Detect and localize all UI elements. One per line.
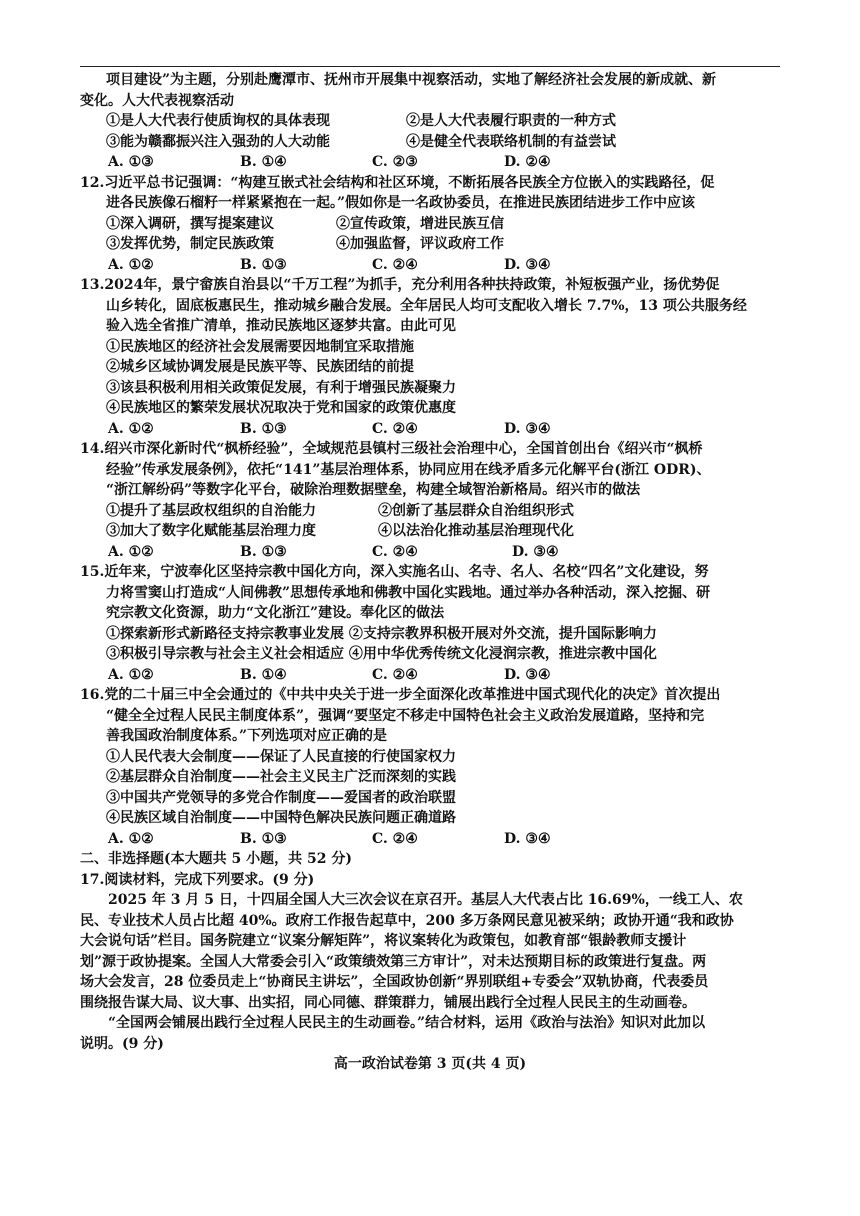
q16-statement-3: ③中国共产党领导的多党合作制度——爱国者的政治联盟 — [106, 789, 456, 806]
q14-option-d: D. ③④ — [512, 543, 559, 560]
page-footer: 高一政治试卷第 3 页(共 4 页) — [333, 1056, 527, 1072]
q11-option-b: B. ①④ — [240, 154, 287, 170]
section-2-heading: 二、非选择题(本大题共 5 小题，共 52 分) — [80, 851, 352, 867]
q11-statements-row-1 — [80, 111, 780, 132]
q12-option-b: B. ①③ — [240, 256, 287, 273]
q11-statement-3: ③能为赣鄱振兴注入强劲的人大动能 — [106, 133, 330, 150]
q17-material-line-2: 民、专业技术人员占比超 40%。政府工作报告起草中，200 多万条网民意见被采纳；政协开通“我和政协 — [80, 912, 734, 929]
q12-statement-4: ④加强监督，评议政府工作 — [336, 236, 504, 252]
q11-statement-4: ④是健全代表联络机制的有益尝试 — [406, 133, 616, 150]
q17-stem: 17.阅读材料，完成下列要求。(9 分) — [80, 871, 315, 888]
q11-statements-row-2 — [80, 132, 780, 153]
q16-option-c: C. ②④ — [372, 830, 418, 847]
q11-stem-line-2: 变化。人大代表视察活动 — [80, 92, 234, 109]
q16-stem-line-1: 16.党的二十届三中全会通过的《中共中央关于进一步全面深化改革推进中国式现代化的决定》首次提出 — [80, 687, 721, 703]
q16-option-a: A. ①② — [108, 830, 154, 847]
q11-option-c: C. ②③ — [372, 154, 418, 170]
q13-statement-3: ③该县积极利用相关政策促发展，有利于增强民族凝聚力 — [106, 379, 456, 396]
q14-stem-line-3: “浙江解纷码”等数字化平台，破除治理数据壁垒，构建全域智治新格局。绍兴市的做法 — [106, 482, 641, 498]
q14-option-c: C. ②④ — [372, 543, 418, 560]
q15-stem-line-3: 究宗教文化资源，助力“文化浙江”建设。奉化区的做法 — [106, 605, 445, 621]
q17-material-line-4: 划”源于政协提案。全国人大常委会引入“政策绩效第三方审计”，对未达预期目标的政策进行复盘。两 — [80, 953, 707, 970]
page-content — [80, 70, 780, 1054]
q15-statements-row-1: ①探索新形式新路径支持宗教事业发展 ②支持宗教界积极开展对外交流，提升国际影响力 — [106, 625, 657, 642]
q17-material-line-5: 场大会发言，28 位委员走上“协商民主讲坛”，全国政协创新“界别联组+专委会”双轨协商，代表委员 — [80, 974, 709, 990]
q16-options — [80, 829, 780, 850]
q13-statement-1: ①民族地区的经济社会发展需要因地制宜采取措施 — [106, 338, 414, 355]
q12-option-a: A. ①② — [108, 256, 154, 273]
q14-option-a: A. ①② — [108, 543, 154, 560]
q15-option-c: C. ②④ — [372, 666, 418, 683]
q14-statement-3: ③加大了数字化赋能基层治理力度 — [106, 523, 316, 539]
q17-question-line-2: 说明。(9 分) — [80, 1035, 164, 1052]
q17-material-line-3: 大会说句话”栏目。国务院建立“议案分解矩阵”，将议案转化为政策包，如教育部“银龄教师支援计 — [80, 933, 687, 949]
q13-options — [80, 419, 780, 440]
q14-statement-2: ②创新了基层群众自治组织形式 — [378, 502, 574, 519]
q16-statement-4: ④民族区域自治制度——中国特色解决民族问题正确道路 — [106, 810, 456, 826]
q17-material-line-1: 2025 年 3 月 5 日，十四届全国人大三次会议在京召开。基层人大代表占比 16.69%，一线工人、农 — [108, 892, 743, 908]
q13-option-c: C. ②④ — [372, 420, 418, 437]
q14-statement-4: ④以法治化推动基层治理现代化 — [378, 523, 574, 539]
q14-options — [80, 542, 780, 563]
top-rule — [80, 66, 780, 67]
q16-stem-line-3: 善我国政治制度体系。”下列选项对应正确的是 — [106, 728, 388, 744]
q12-option-d: D. ③④ — [504, 256, 551, 273]
q15-stem-line-2: 力将雪窦山打造成“人间佛教”思想传承地和佛教中国化实践地。通过举办各种活动，深入挖掘、研 — [106, 584, 711, 601]
q15-stem-line-1: 15.近年来，宁波奉化区坚持宗教中国化方向，深入实施名山、名寺、名人、名校“四名”文化建设，努 — [80, 564, 709, 580]
q17-question-line-1: “全国两会铺展出践行全过程人民民主的生动画卷。”结合材料，运用《政治与法治》知识对此加以 — [108, 1015, 706, 1031]
q13-option-d: D. ③④ — [504, 420, 551, 437]
q14-stem-line-2: 经验”传承发展条例》，依托“141”基层治理体系，协同应用在线矛盾多元化解平台(浙江 ODR)、 — [106, 461, 711, 478]
q12-statement-1: ①深入调研，撰写提案建议 — [106, 215, 274, 232]
q12-stem-line-2: 进各民族像石榴籽一样紧紧抱在一起。”假如你是一名政协委员，在推进民族团结进步工作中应该 — [106, 195, 696, 211]
q15-statements-row-2: ③积极引导宗教与社会主义社会相适应 ④用中华优秀传统文化浸润宗教，推进宗教中国化 — [106, 646, 657, 662]
q11-options — [80, 152, 780, 173]
q16-option-d: D. ③④ — [504, 830, 551, 847]
q13-option-a: A. ①② — [108, 420, 154, 437]
q15-option-a: A. ①② — [108, 666, 154, 683]
q15-options — [80, 665, 780, 686]
q15-option-b: B. ①④ — [240, 666, 287, 683]
q12-option-c: C. ②④ — [372, 256, 418, 273]
q13-stem-line-3: 验入选全省推广清单，推动民族地区逐梦共富。由此可见 — [106, 318, 456, 334]
q14-statement-1: ①提升了基层政权组织的自治能力 — [106, 502, 316, 519]
q11-statement-1: ①是人大代表行使质询权的具体表现 — [106, 113, 330, 129]
q16-stem-line-2: “健全全过程人民民主制度体系”，强调“要坚定不移走中国特色社会主义政治发展道路，坚持和完 — [106, 707, 705, 724]
q13-statement-4: ④民族地区的繁荣发展状况取决于党和国家的政策优惠度 — [106, 400, 456, 416]
q14-option-b: B. ①③ — [240, 543, 287, 560]
q16-statement-1: ①人民代表大会制度——保证了人民直接的行使国家权力 — [106, 748, 456, 765]
q17-material-line-6: 围绕报告谋大局、议大事、出实招，同心同德、群策群力，铺展出践行全过程人民民主的生动画卷。 — [80, 994, 696, 1011]
q13-statement-2: ②城乡区域协调发展是民族平等、民族团结的前提 — [106, 359, 414, 375]
q14-statements-row-2 — [80, 521, 780, 542]
q12-statements-row-2 — [80, 234, 780, 255]
q14-statements-row-1 — [80, 501, 780, 522]
q13-stem-line-2: 山乡转化，固底板惠民生，推动城乡融合发展。全年居民人均可支配收入增长 7.7%，13 项公共服务经 — [106, 297, 747, 314]
q13-stem-line-1: 13.2024年，景宁畲族自治县以“千万工程”为抓手，充分利用各种扶持政策，补短板强产业，扬优势促 — [80, 277, 720, 293]
q12-statement-2: ②宣传政策，增进民族互信 — [336, 215, 504, 232]
q11-statement-2: ②是人大代表履行职责的一种方式 — [406, 113, 616, 129]
q11-option-d: D. ②④ — [504, 154, 551, 170]
q15-option-d: D. ③④ — [504, 666, 551, 683]
q11-option-a: A. ①③ — [108, 154, 154, 170]
q14-stem-line-1: 14.绍兴市深化新时代“枫桥经验”，全域规范县镇村三级社会治理中心，全国首创出台《绍兴市“枫桥 — [80, 441, 703, 457]
q12-statements-row-1 — [80, 214, 780, 235]
q11-stem-line-1: 项目建设”为主题，分别赴鹰潭市、抚州市开展集中视察活动，实地了解经济社会发展的新成就、新 — [106, 72, 717, 88]
q12-options — [80, 255, 780, 276]
q13-option-b: B. ①③ — [240, 420, 287, 437]
q16-statement-2: ②基层群众自治制度——社会主义民主广泛而深刻的实践 — [106, 769, 456, 785]
q16-option-b: B. ①③ — [240, 830, 287, 847]
q12-statement-3: ③发挥优势，制定民族政策 — [106, 236, 274, 252]
q12-stem-line-1: 12.习近平总书记强调：“构建互嵌式社会结构和社区环境，不断拓展各民族全方位嵌入的实践路径，促 — [80, 174, 715, 191]
